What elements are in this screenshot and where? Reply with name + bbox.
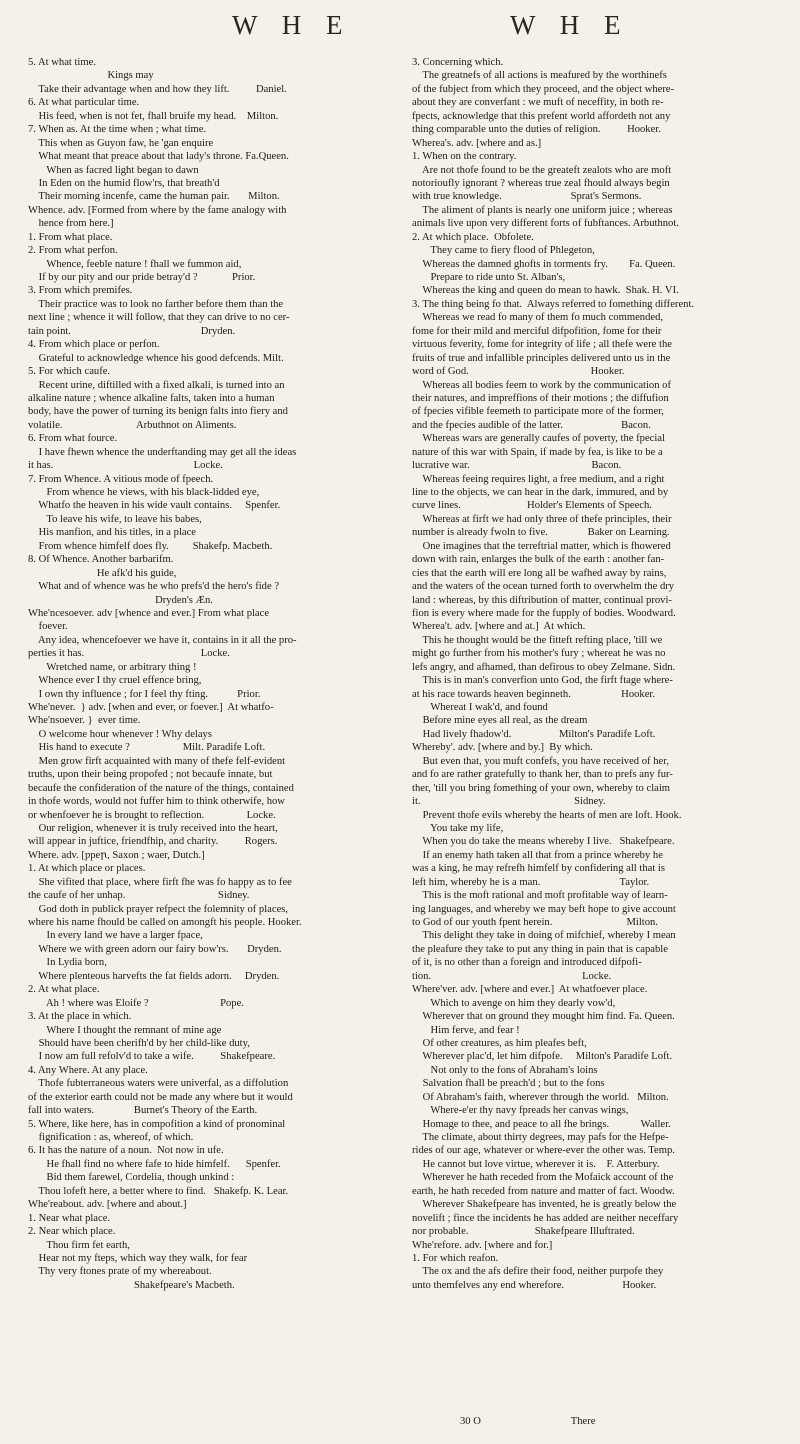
text-line: Men grow firft acquainted with many of thefe felf-evident (28, 755, 286, 767)
text-line: Dryden's Æn. (28, 594, 213, 606)
text-line: virtuous feverity, fome for integrity of life ; all thefe were the (412, 339, 672, 351)
text-line: tain point. Dryden. (28, 325, 236, 337)
text-line: ther, 'till you bring fomething of your own, whereby to claim (412, 782, 671, 794)
text-line: Kings may (28, 70, 154, 82)
text-line: He cannot but love virtue, wherever it is. F. Atterbury. (412, 1158, 660, 1170)
text-line: 5. At what time. (28, 57, 96, 68)
text-line: 3. From which premifes. (28, 285, 133, 297)
text-line: Grateful to acknowledge whence his good defcends. Milt. (28, 352, 284, 364)
text-line: volatile. Arbuthnot on Aliments. (28, 419, 237, 431)
text-line: Bid them farewel, Cordelia, though unkind : (28, 1172, 235, 1184)
text-line: and fo are rather gratefully to thank her, than to prefs any fur- (412, 769, 673, 781)
text-line: 8. Of Whence. Another barbarifm. (28, 554, 174, 566)
text-line: Ah ! where was Eloife ? Pope. (28, 997, 244, 1009)
text-line: His manfion, and his titles, in a place (28, 527, 196, 539)
text-line: Wherever he hath receded from the Mofaick account of the (412, 1172, 674, 1184)
text-line: Shakefpeare's Macbeth. (28, 1279, 235, 1291)
text-line: unto themfelves any end wherefore. Hooker. (412, 1279, 657, 1291)
text-line: Our religion, whenever it is truly received into the heart, (28, 822, 278, 834)
text-line: God doth in publick prayer refpect the folemnity of places, (28, 903, 289, 915)
text-line: His hand to execute ? Milt. Paradife Loft. (28, 742, 266, 754)
text-line: 5. For which caufe. (28, 366, 111, 378)
text-line: nature of this war with Spain, if made by fea, is like to be a (412, 446, 663, 458)
text-line: 1. From what place. (28, 231, 113, 243)
text-line: Wherever that on ground they mought him find. Fa. Queen. (412, 1011, 675, 1023)
text-line: This when as Guyon faw, he 'gan enquire (28, 137, 214, 149)
text-line: number is already fwoln to five. Baker on Learning. (412, 527, 670, 539)
text-line: This he thought would be the fitteft refting place, 'till we (412, 634, 663, 646)
text-line: their natures, and impreffions of their motions ; the diffufion (412, 392, 669, 404)
text-line: 2. Near which place. (28, 1226, 116, 1238)
text-line: What meant that preace about that lady's throne. Fa.Queen. (28, 151, 289, 163)
text-line: Should have been cherifh'd by her child-like duty, (28, 1037, 250, 1049)
text-line: 6. From what fource. (28, 433, 118, 445)
text-line: The ox and the afs defire their food, neither purpofe they (412, 1266, 664, 1278)
text-line: This delight they take in doing of mifchief, whereby I mean (412, 930, 676, 942)
text-line: 3. Concerning which. (412, 57, 504, 68)
text-line: I now am full refolv'd to take a wife. Shakefpeare. (28, 1051, 276, 1063)
text-line: 7. When as. At the time when ; what time. (28, 124, 207, 136)
text-line: Recent urine, diftilled with a fixed alkali, is turned into an (28, 379, 285, 391)
text-line: Prepare to ride unto St. Alban's, (412, 272, 566, 283)
text-line: left him, whereby he is a man. Taylor. (412, 876, 650, 888)
text-line: In Lydia born, (28, 957, 107, 969)
text-line: This is the moft rational and moft profitable way of learn- (412, 890, 668, 902)
text-line: Where plenteous harvefts the fat fields adorn. Dryden. (28, 970, 280, 982)
text-line: Where we with green adorn our fairy bow'rs. Dryden. (28, 943, 282, 955)
text-line: Not only to the fons of Abraham's loins (412, 1064, 598, 1076)
text-line: lucrative war. Bacon. (412, 460, 622, 472)
text-line: where his name fhould be called on amongft his people. Hooker. (28, 917, 302, 928)
catchword: There (570, 1416, 596, 1427)
text-line: Homage to thee, and peace to all fhe brings. Waller. (412, 1118, 671, 1130)
text-line: Wherever plac'd, let him difpofe. Milton's Paradife Loft. (412, 1051, 673, 1063)
text-line: To leave his wife, to leave his babes, (28, 513, 202, 525)
text-line: Where I thought the remnant of mine age (28, 1024, 222, 1036)
text-line: When you do take the means whereby I live. Shakefpeare. (412, 836, 675, 848)
text-line: Of Abraham's faith, wherever through the world. Milton. (412, 1091, 669, 1103)
text-line: 2. At which place. Obfolete. (412, 231, 534, 243)
text-line: next line ; whence it will follow, that they can drive to no cer- (28, 312, 290, 324)
text-line: You take my life, (412, 822, 504, 834)
text-line: Whereas all bodies feem to work by the communication of (412, 379, 671, 391)
text-line: Take their advantage when and how they lift. Daniel. (28, 83, 287, 95)
text-line: Whereas the damned ghofts in torments fry. Fa. Queen. (412, 258, 676, 270)
text-line: 7. From Whence. A vitious mode of fpeech. (28, 473, 214, 485)
running-header (0, 10, 800, 40)
text-line: They came to fiery flood of Phlegeton, (412, 245, 595, 257)
text-line: Whatfo the heaven in his wide vault contains. Spenfer. (28, 500, 281, 512)
text-line: 1. At which place or places. (28, 863, 146, 875)
right-column (412, 56, 776, 1292)
text-line: it has. Locke. (28, 460, 223, 472)
text-line: Before mine eyes all real, as the dream (412, 715, 588, 727)
text-line: cies that the earth will ere long all be wafhed away by rains, (412, 567, 667, 579)
text-line: The aliment of plants is nearly one uniform juice ; whereas (412, 204, 673, 216)
text-line: This is in man's converfion unto God, the firft ftage where- (412, 675, 673, 687)
text-line: to God of our youth fpent herein. Milton. (412, 917, 658, 928)
text-line: hence from here.] (28, 218, 114, 230)
text-line: word of God. Hooker. (412, 366, 625, 378)
text-line: of it, is no other than a foreign and introduced difpofi- (412, 957, 642, 969)
text-line: When as facred light began to dawn (28, 164, 199, 176)
text-line: fion is every where made for the fupply of bodies. Woodward. (412, 607, 676, 619)
text-line: Wherever Shakefpeare has invented, he is greatly below the (412, 1199, 677, 1211)
text-line: If an enemy hath taken all that from a prince whereby he (412, 849, 663, 861)
text-line: Whe'nsoever. } ever time. (28, 715, 141, 727)
text-line: Whereby'. adv. [where and by.] By which. (412, 742, 593, 754)
text-line: curve lines. Holder's Elements of Speech. (412, 500, 652, 512)
text-line: Whe'reabout. adv. [where and about.] (28, 1199, 187, 1211)
text-line: lefs angry, and afhamed, than defirous to obey Zelmane. Sidn. (412, 661, 676, 673)
text-line: Hear not my fteps, which way they walk, for fear (28, 1252, 248, 1264)
header-right: W H E (510, 10, 630, 40)
text-line: 6. At what particular time. (28, 97, 140, 109)
left-column (28, 56, 392, 1292)
text-line: fruits of true and infallible principles delivered unto us in the (412, 352, 671, 364)
text-line: animals live upon very different forts of fubftances. Arbuthnot. (412, 218, 679, 230)
text-line: becaufe the confideration of the nature of the things, contained (28, 782, 294, 794)
text-line: rides of our age, whatever or where-ever the other was. Temp. (412, 1145, 675, 1157)
text-line: of the exterior earth could not be made any where but it would (28, 1091, 293, 1103)
text-line: Wretched name, or arbitrary thing ! (28, 661, 197, 673)
text-line: alkaline nature ; whence alkaline falts, taken into a human (28, 392, 275, 404)
text-line: thing comparable unto the duties of religion. Hooker. (412, 124, 661, 136)
text-line: Thy very ftones prate of my whereabout. (28, 1266, 212, 1278)
text-line: Wherea't. adv. [where and at.] At which. (412, 621, 586, 633)
text-line: 1. For which reafon. (412, 1252, 499, 1264)
text-line: The greatnefs of all actions is meafured by the worthinefs (412, 70, 667, 82)
text-line: with true knowledge. Sprat's Sermons. (412, 191, 642, 203)
text-line: He afk'd his guide, (28, 567, 177, 579)
text-line: Thofe fubterraneous waters were univerfal, as a diffolution (28, 1078, 289, 1090)
text-line: perties it has. Locke. (28, 648, 230, 660)
signature-mark: 30 O (460, 1416, 481, 1427)
text-line: Whence ever I thy cruel effence bring, (28, 675, 202, 687)
page-footer (460, 1416, 780, 1427)
text-line: Of other creatures, as him pleafes beft, (412, 1037, 587, 1049)
text-line: 2. From what perfon. (28, 245, 118, 257)
text-line: it. Sidney. (412, 796, 606, 808)
text-line: notorioufly ignorant ? whereas true zeal fhould always begin (412, 177, 670, 189)
text-line: might go further from his mother's fury ; whereat he was no (412, 648, 666, 660)
text-line: In Eden on the humid flow'rs, that breath'd (28, 177, 220, 189)
text-line: the caufe of her unhap. Sidney. (28, 890, 250, 902)
text-line: fpects, acknowledge that this prefent world affordeth not any (412, 110, 671, 122)
text-line: ing languages, and whereby we may beft hope to give account (412, 903, 676, 915)
text-line: down with rain, enlarges the bulk of the earth : another fan- (412, 554, 665, 566)
text-line: and the fpecies audible of the latter. Bacon. (412, 419, 651, 431)
text-line: at his race towards heaven beginneth. Hooker. (412, 688, 655, 700)
text-line: novelift ; fince the incidents he has added are neither neceffary (412, 1212, 679, 1224)
text-line: He fhall find no where fafe to hide himfelf. Spenfer. (28, 1158, 281, 1170)
text-line: Wherea's. adv. [where and as.] (412, 137, 542, 149)
text-line: Salvation fhall be preach'd ; but to the fons (412, 1078, 605, 1090)
text-line: His feed, when is not fet, fhall bruife my head. Milton. (28, 110, 279, 122)
text-line: of the fubject from which they proceed, and the object where- (412, 83, 675, 95)
text-line: Where-e'er thy navy fpreads her canvas wings, (412, 1105, 629, 1117)
text-line: 6. It has the nature of a noun. Not now in ufe. (28, 1145, 224, 1157)
text-line: fall into waters. Burnet's Theory of the Earth. (28, 1105, 258, 1117)
text-line: line to the objects, we can hear in the dark, immured, and by (412, 487, 669, 498)
text-line: Whereat I wak'd, and found (412, 702, 548, 713)
text-line: Where. adv. [ƿpeꞃ, Saxon ; waer, Dutch.] (28, 849, 205, 861)
text-line: of fpecies vifible feemeth to participate more of the former, (412, 406, 664, 418)
text-line: Whe'never. } adv. [when and ever, or foever.] At whatfo- (28, 702, 274, 713)
text-line: In every land we have a larger fpace, (28, 930, 203, 942)
text-line: and the waters of the ocean turned forth to overwhelm the dry (412, 581, 675, 593)
text-line: Prevent thofe evils whereby the hearts of men are loft. Hook. (412, 809, 682, 821)
text-line: Thou firm fet earth, (28, 1239, 130, 1251)
text-line: fignification : as, whereof, of which. (28, 1132, 194, 1143)
text-line: From whence himfelf does fly. Shakefp. Macbeth. (28, 540, 273, 552)
text-line: Whereas at firft we had only three of thefe principles, their (412, 513, 672, 525)
text-line: earth, he hath receded from nature and matter of fact. Woodw. (412, 1185, 675, 1197)
text-line: Him ferve, and fear ! (412, 1024, 520, 1036)
text-line: Whereas feeing requires light, a free medium, and a right (412, 473, 665, 485)
text-line: Whereas the king and queen do mean to hawk. Shak. H. VI. (412, 285, 679, 297)
text-line: in thofe words, would not fuffer him to think otherwife, how (28, 796, 285, 808)
text-line: Which to avenge on him they dearly vow'd, (412, 997, 616, 1009)
text-line: body, have the power of turning its benign falts into fiery and (28, 406, 288, 418)
text-line: the pleafure they take to put any thing in pain that is capable (412, 943, 668, 955)
text-line: O welcome hour whenever ! Why delays (28, 728, 212, 740)
text-line: Whe'refore. adv. [where and for.] (412, 1239, 553, 1251)
text-line: One imagines that the terreftrial matter, which is fhowered (412, 540, 671, 552)
text-line: Whence, feeble nature ! fhall we fummon aid, (28, 258, 242, 270)
text-line: Their practice was to look no farther before them than the (28, 298, 284, 310)
text-line: 2. At what place. (28, 984, 100, 996)
text-line: tion. Locke. (412, 970, 612, 982)
text-line: Their morning incenfe, came the human pair. Milton. (28, 191, 280, 203)
text-line: Any idea, whencefoever we have it, contains in it all the pro- (28, 634, 297, 646)
text-line: Had lively fhadow'd. Milton's Paradife Loft. (412, 728, 656, 740)
text-line: nor probable. Shakefpeare Illuftrated. (412, 1226, 635, 1238)
text-line: I own thy influence ; for I feel thy fting. Prior. (28, 688, 261, 700)
text-line: foever. (28, 621, 68, 633)
text-line: or whenfoever he is brought to reflection. Locke. (28, 809, 276, 821)
text-line: Whereas wars are generally caufes of poverty, the fpecial (412, 433, 665, 445)
text-line: fome for their mild and merciful difpofition, fome for their (412, 325, 662, 337)
text-line: 4. Any Where. At any place. (28, 1064, 148, 1076)
text-line: 1. When on the contrary. (412, 151, 517, 163)
text-line: The climate, about thirty degrees, may pafs for the Hefpe- (412, 1132, 669, 1143)
text-line: land : whereas, by this diftribution of matter, continual provi- (412, 594, 672, 606)
text-line: From whence he views, with his black-lidded eye, (28, 487, 260, 498)
header-left: W H E (232, 10, 352, 40)
text-line: 4. From which place or perfon. (28, 339, 160, 351)
text-line: If by our pity and our pride betray'd ? Prior. (28, 272, 256, 283)
text-line: 1. Near what place. (28, 1212, 111, 1224)
text-line: 3. The thing being fo that. Always referred to fomething different. (412, 298, 695, 310)
text-line: Whence. adv. [Formed from where by the fame analogy with (28, 204, 287, 216)
text-line: truths, upon their being propofed ; not becaufe innate, but (28, 769, 273, 781)
text-line: was a king, he may refrefh himfelf by confidering all that is (412, 863, 665, 875)
text-line: Are not thofe found to be the greateft zealots who are moft (412, 164, 672, 176)
text-line: Whe'ncesoever. adv [whence and ever.] From what place (28, 607, 270, 619)
text-line: But even that, you muft confefs, you have received of her, (412, 755, 669, 767)
text-line: What and of whence was he who prefs'd the hero's fide ? (28, 581, 280, 593)
text-line: Thou lofeft here, a better where to find. Shakefp. K. Lear. (28, 1185, 289, 1197)
text-line: Where'ver. adv. [where and ever.] At whatfoever place. (412, 984, 648, 996)
text-line: Whereas we read fo many of them fo much commended, (412, 312, 664, 324)
text-line: about they are converfant : we muft of neceffity, in both re- (412, 97, 664, 109)
text-line: I have fhewn whence the underftanding may get all the ideas (28, 446, 297, 458)
text-line: 5. Where, like here, has in compofition a kind of pronominal (28, 1118, 286, 1130)
text-line: She vifited that place, where firft fhe was fo happy as to fee (28, 876, 292, 888)
text-line: will appear in juftice, friendfhip, and charity. Rogers. (28, 836, 278, 848)
text-line: 3. At the place in which. (28, 1011, 132, 1023)
